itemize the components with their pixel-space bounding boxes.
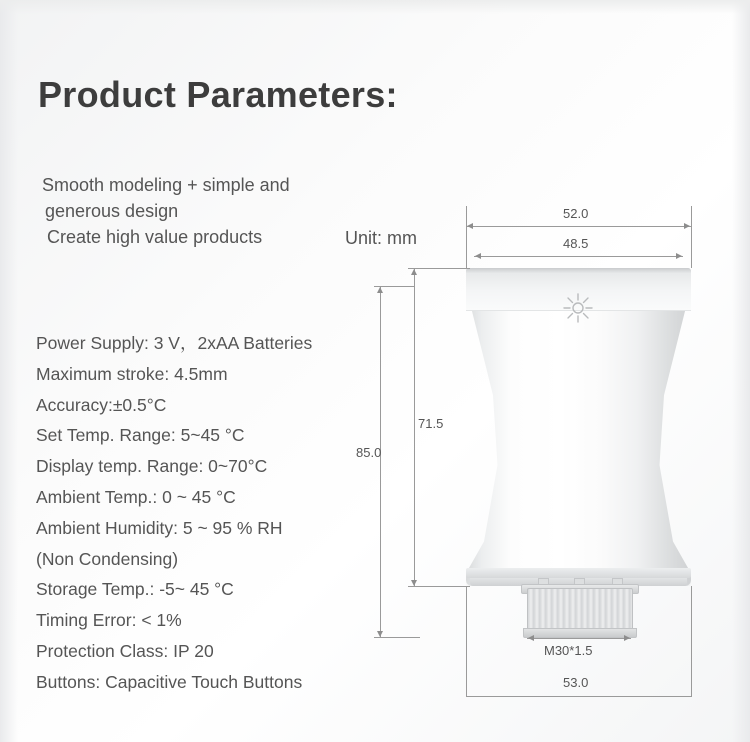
- device-bottom-ring: [466, 568, 691, 578]
- dim-arrow-down-715: [411, 580, 417, 586]
- dim-arrow-down-85: [377, 631, 383, 637]
- ext-line-body-bottom: [408, 586, 470, 587]
- ext-line-top-left-outer: [466, 206, 467, 268]
- ext-line-top-right-outer: [691, 206, 692, 268]
- dim-arrow-right-52: [684, 223, 690, 229]
- dim-arrow-left-485: [475, 253, 481, 259]
- brightness-icon: [562, 292, 594, 324]
- spec-item: Timing Error: < 1%: [36, 610, 182, 631]
- dim-line-thread: [527, 638, 631, 639]
- dim-line-total-height: [380, 286, 381, 637]
- dim-arrow-up-715: [411, 269, 417, 275]
- dim-arrow-right-485: [676, 253, 682, 259]
- spec-item: Display temp. Range: 0~70°C: [36, 456, 268, 477]
- dim-line-base-width: [466, 696, 692, 697]
- thread-nut-base: [523, 628, 637, 638]
- product-illustration: [466, 268, 691, 598]
- spec-item: Accuracy:±0.5°C: [36, 394, 167, 415]
- dim-text-body-height: 71.5: [418, 416, 444, 431]
- spec-item: Power Supply: 3 V，2xAA Batteries: [36, 333, 313, 353]
- device-top-edge: [466, 268, 691, 273]
- dim-arrow-left-52: [467, 223, 473, 229]
- dim-text-base-width: 53.0: [563, 675, 589, 690]
- spec-item: Storage Temp.: -5~ 45 °C: [36, 579, 234, 600]
- page-title: Product Parameters:: [38, 74, 398, 115]
- intro-line-3: Create high value products: [42, 227, 263, 247]
- dim-line-top-inner: [474, 256, 683, 257]
- technical-drawing: [356, 200, 740, 720]
- spec-item: Set Temp. Range: 5~45 °C: [36, 425, 245, 446]
- intro-line-1: Smooth modeling + simple and: [42, 175, 290, 195]
- intro-line-2: generous design: [45, 201, 179, 221]
- ext-line-base-left: [466, 586, 467, 696]
- dim-arrow-left-thread: [528, 635, 534, 641]
- dim-arrow-right-thread: [624, 635, 630, 641]
- unit-label: Unit: mm: [345, 228, 417, 248]
- dim-line-body-height: [414, 268, 415, 586]
- dim-text-thread: M30*1.5: [544, 643, 593, 658]
- spec-item: Maximum stroke: 4.5mm: [36, 363, 228, 384]
- specs-list: [36, 328, 386, 698]
- spec-item: Ambient Humidity: 5 ~ 95 % RH: [36, 517, 283, 538]
- ext-line-total-bottom: [374, 637, 420, 638]
- page-left-shadow: [0, 0, 18, 742]
- ext-line-body-top: [408, 268, 470, 269]
- dim-text-top-inner: 48.5: [563, 236, 589, 251]
- dim-arrow-up-85: [377, 287, 383, 293]
- spec-item: (Non Condensing): [36, 548, 179, 569]
- dim-text-top-outer: 52.0: [563, 206, 589, 221]
- ext-line-base-right: [691, 586, 692, 696]
- spec-item: Ambient Temp.: 0 ~ 45 °C: [36, 486, 236, 507]
- spec-item: Protection Class: IP 20: [36, 640, 214, 661]
- dim-line-top-outer: [466, 226, 691, 227]
- page-top-shadow: [0, 0, 750, 14]
- spec-item: Buttons: Capacitive Touch Buttons: [36, 671, 303, 692]
- dim-text-total-height: 85.0: [356, 445, 382, 460]
- intro-text: [42, 172, 372, 250]
